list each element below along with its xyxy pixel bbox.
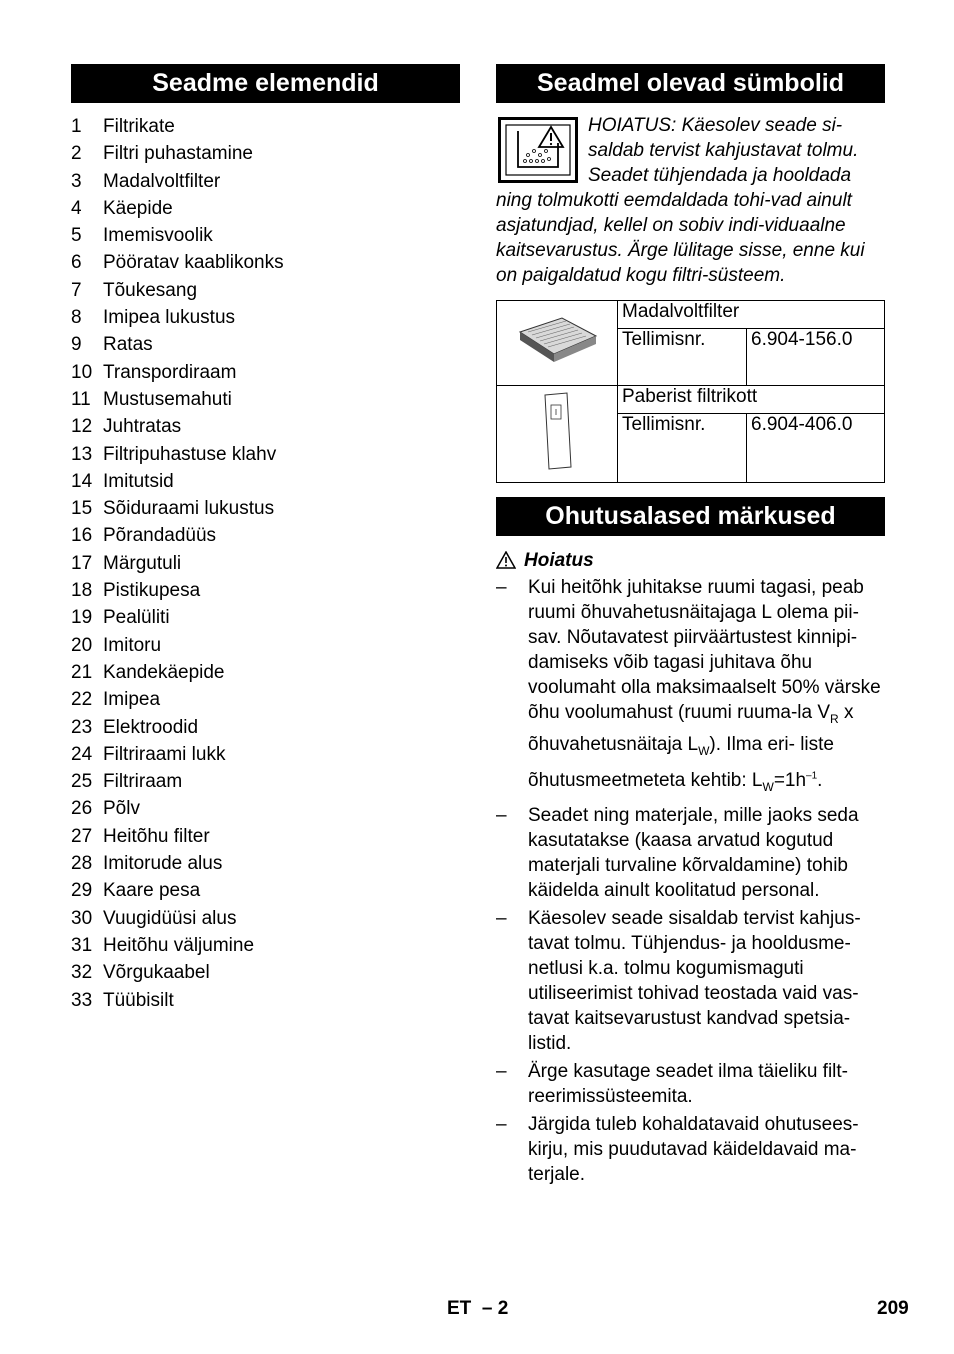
item-label: Kandekäepide xyxy=(103,661,225,683)
bullet-text: Järgida tuleb kohaldatavaid ohutusees-kirju, mis puudutavad käideldavaid ma-terjale. xyxy=(528,1113,859,1185)
item-label: Imipea lukustus xyxy=(103,307,236,329)
item-label: Heitõhu väljumine xyxy=(103,934,255,956)
bullet-dash: – xyxy=(496,907,507,929)
bullet-text: Ärge kasutage seadet ilma täieliku filt-reerimissüsteemita. xyxy=(528,1060,848,1107)
footer-language xyxy=(447,1298,508,1320)
item-label: Elektroodid xyxy=(103,716,199,738)
list-item xyxy=(71,659,460,686)
section-header-safety: Ohutusalased märkused xyxy=(496,497,885,536)
item-label: Filtripuhastuse klahv xyxy=(103,443,277,465)
item-number: 25 xyxy=(71,771,93,793)
item-number: 18 xyxy=(71,580,93,602)
item-number: 13 xyxy=(71,443,93,465)
list-item xyxy=(71,905,460,932)
filter-bag-icon xyxy=(537,391,577,471)
bullet-dash: – xyxy=(496,577,507,598)
list-item xyxy=(71,113,460,140)
accessory-image-cell xyxy=(497,386,618,483)
item-number: 14 xyxy=(71,470,93,492)
list-item xyxy=(71,413,460,440)
item-label: Võrgukaabel xyxy=(103,962,210,984)
list-item xyxy=(71,277,460,304)
item-number: 11 xyxy=(71,388,91,410)
list-item xyxy=(71,877,460,904)
item-number: 8 xyxy=(71,307,82,329)
accessory-name: Madalvoltfilter xyxy=(618,301,885,329)
right-column xyxy=(496,64,885,1190)
parts-list xyxy=(71,113,460,1014)
item-label: Madalvoltfilter xyxy=(103,170,221,192)
list-item xyxy=(71,959,460,986)
list-item xyxy=(71,386,460,413)
item-number: 22 xyxy=(71,689,93,711)
warning-heading-label: Hoiatus xyxy=(524,550,594,571)
list-item xyxy=(71,741,460,768)
list-item xyxy=(71,686,460,713)
bullet-text-part: la V xyxy=(797,702,831,723)
order-label: Tellimisnr. xyxy=(618,328,747,385)
warning-symbol-block xyxy=(496,113,885,288)
list-item xyxy=(71,823,460,850)
bullet-text-part: =1h xyxy=(773,769,807,791)
bullet-dash: – xyxy=(496,1060,507,1082)
item-number: 28 xyxy=(71,853,93,875)
bullet-text-part: ). Ilma eri- xyxy=(709,733,795,755)
item-number: 31 xyxy=(71,934,93,956)
item-label: Filtrikate xyxy=(103,116,175,137)
item-number: 19 xyxy=(71,607,93,629)
item-label: Filtriraam xyxy=(103,771,183,793)
item-label: Tõukesang xyxy=(103,279,198,301)
item-number: 2 xyxy=(71,143,82,165)
order-number: 6.904-406.0 xyxy=(747,413,885,482)
list-item xyxy=(71,850,460,877)
item-label: Põrandadüüs xyxy=(103,525,217,547)
item-label: Mustusemahuti xyxy=(103,388,232,410)
left-column xyxy=(71,64,460,1014)
item-label: Ratas xyxy=(103,334,153,356)
list-item xyxy=(496,1059,885,1109)
section-header-device-elements: Seadme elemendid xyxy=(71,64,460,103)
item-label: Imipea xyxy=(103,689,161,711)
item-number: 26 xyxy=(71,798,93,820)
bullet-text: Käesolev seade sisaldab tervist kahjus-tavat tolmu. Tühjendus- ja hooldusme-netlusi k.a. tolmu kogumismaguti utiliseerimist tohivad teostada vaid vas-tavat kaitsevarustust kandvad spetsia-listid. xyxy=(528,907,861,1054)
warning-triangle-icon xyxy=(496,551,516,569)
item-label: Pealüliti xyxy=(103,607,170,629)
item-number: 5 xyxy=(71,225,82,247)
list-item xyxy=(496,906,885,1056)
item-number: 3 xyxy=(71,170,82,192)
page-number: 209 xyxy=(877,1298,909,1319)
bullet-text-part: . xyxy=(817,769,823,791)
item-label: Juhtratas xyxy=(103,416,182,438)
section-header-symbols: Seadmel olevad sümbolid xyxy=(496,64,885,103)
list-item xyxy=(71,331,460,358)
filter-cassette-icon xyxy=(512,310,602,370)
item-label: Käepide xyxy=(103,197,173,219)
item-number: 24 xyxy=(71,743,93,765)
accessory-image-cell xyxy=(497,301,618,386)
list-item xyxy=(71,795,460,822)
item-number: 21 xyxy=(71,661,93,683)
bullet-text: Kui heitõhk juhitakse ruumi tagasi, peab ruumi õhuvahetusnäitajaga L olema pii-sav. Nõutavatest piirväärtustest kinnipi-damiseks võib tagasi juhitava õhu voolumaht olla maksimaalselt 50% värske õhu voolumahust (ruumi ruuma- xyxy=(528,577,881,723)
item-number: 12 xyxy=(71,416,93,438)
item-number: 17 xyxy=(71,552,93,574)
item-number: 10 xyxy=(71,361,93,383)
list-item xyxy=(71,714,460,741)
item-label: Heitõhu filter xyxy=(103,825,210,847)
item-label: Imitorude alus xyxy=(103,853,223,875)
list-item xyxy=(71,987,460,1014)
list-item xyxy=(71,768,460,795)
order-number: 6.904-156.0 xyxy=(747,328,885,385)
item-number: 20 xyxy=(71,634,93,656)
item-label: Pistikupesa xyxy=(103,580,201,602)
item-label: Põlv xyxy=(103,798,140,820)
item-label: Märgutuli xyxy=(103,552,182,574)
subscript: R xyxy=(830,711,839,726)
safety-bullets xyxy=(496,575,885,1187)
list-item xyxy=(71,932,460,959)
bullet-text-part: x õhuvahetusnäitaja L xyxy=(528,702,854,755)
accessory-name: Paberist filtrikott xyxy=(618,386,885,414)
item-number: 23 xyxy=(71,716,93,738)
list-item xyxy=(71,468,460,495)
list-item xyxy=(71,359,460,386)
list-item xyxy=(496,1112,885,1187)
list-item xyxy=(71,632,460,659)
order-label: Tellimisnr. xyxy=(618,413,747,482)
list-item xyxy=(71,441,460,468)
list-item xyxy=(71,140,460,167)
list-item xyxy=(71,604,460,631)
list-item xyxy=(71,304,460,331)
footer-lang-code: ET xyxy=(447,1298,472,1319)
item-number: 1 xyxy=(71,116,82,137)
item-number: 16 xyxy=(71,525,93,547)
item-number: 29 xyxy=(71,880,93,902)
bullet-dash: – xyxy=(496,1113,507,1135)
item-label: Vuugidüüsi alus xyxy=(103,907,237,929)
item-label: Imitutsid xyxy=(103,470,174,492)
item-number: 32 xyxy=(71,962,93,984)
bullet-dash: – xyxy=(496,804,507,826)
list-item xyxy=(71,577,460,604)
list-item xyxy=(496,803,885,903)
item-number: 9 xyxy=(71,334,82,356)
item-label: Filtri puhastamine xyxy=(103,143,253,165)
list-item xyxy=(71,522,460,549)
item-label: Pööratav kaablikonks xyxy=(103,252,284,274)
superscript: –1 xyxy=(806,770,818,782)
list-item xyxy=(71,168,460,195)
item-label: Tüübisilt xyxy=(103,989,174,1011)
list-item xyxy=(71,222,460,249)
item-number: 33 xyxy=(71,989,93,1011)
subscript: W xyxy=(698,743,710,758)
list-item xyxy=(71,550,460,577)
bullet-text-part: liste õhutusmeetmeteta kehtib: L xyxy=(528,733,834,791)
warning-text: HOIATUS: Käesolev seade si-saldab tervist kahjustavat tolmu. Seadet tühjendada ja hooldada ning tolmukotti eemdaldada tohi-vad ainult asjatundjad, kellel on sobiv indi-viduaalne kaitsevarustus. Ärge lülitage sisse, enne kui on paigaldatud kogu filtri-süsteem. xyxy=(496,115,865,286)
accessory-table xyxy=(496,300,885,483)
item-label: Imitoru xyxy=(103,634,162,656)
list-item xyxy=(71,495,460,522)
subscript: W xyxy=(762,779,774,794)
item-number: 6 xyxy=(71,252,82,274)
item-label: Filtriraami lukk xyxy=(103,743,226,765)
bullet-text: Seadet ning materjale, mille jaoks seda kasutatakse (kaasa arvatud kogutud materjali turvaline kõrvaldamine) tohib käidelda ainult koolitatud personal. xyxy=(528,804,859,901)
item-label: Sõiduraami lukustus xyxy=(103,498,275,520)
item-label: Kaare pesa xyxy=(103,880,201,902)
footer-section-page: – 2 xyxy=(481,1298,509,1319)
list-item xyxy=(496,575,885,800)
item-number: 27 xyxy=(71,825,93,847)
item-number: 30 xyxy=(71,907,93,929)
item-label: Transpordiraam xyxy=(103,361,237,383)
list-item xyxy=(71,195,460,222)
item-number: 15 xyxy=(71,498,93,520)
item-number: 4 xyxy=(71,197,82,219)
list-item xyxy=(71,249,460,276)
item-label: Imemisvoolik xyxy=(103,225,213,247)
item-number: 7 xyxy=(71,279,82,301)
dust-hazard-symbol-icon xyxy=(498,117,578,183)
warning-heading xyxy=(496,548,885,573)
